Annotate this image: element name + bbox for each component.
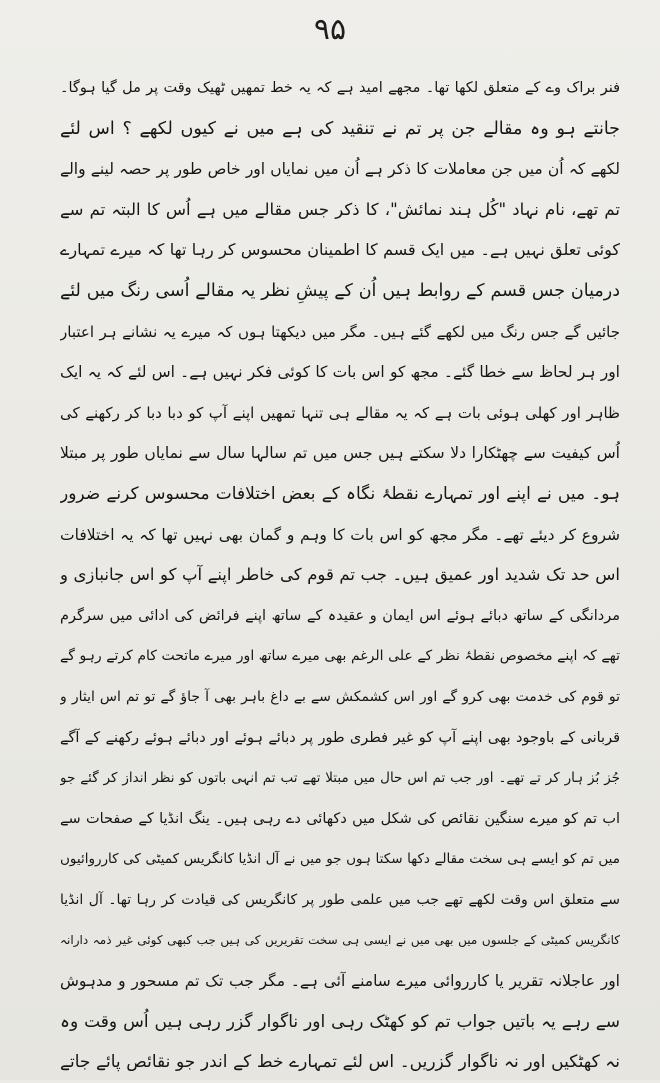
text-line: فنر براک وے کے متعلق لکھا تھا۔ مجھے امید ہے کہ یہ خط تمھیں ٹھیک وقت پر مل گیا ہوگا۔	[60, 80, 620, 96]
text-line: تو قوم کی خدمت بھی کرو گے اور اس کشمکش سے بے داغ باہر بھی آ جاؤ گے تو تم اس ایثار و	[60, 688, 620, 705]
text-line: اُس کیفیت سے چھٹکارا دلا سکتے ہیں جس میں تم سالہا سال سے نمایاں طور پر مبتلا	[60, 444, 620, 463]
text-line: درمیان جس قسم کے روابط ہیں اُن کے پیشِ نظر یہ مقالے اُسی رنگ میں لئے	[60, 280, 620, 301]
text-line: مردانگی کے ساتھ دبائے ہوئے اس ایمان و عقیدہ کے ساتھ اپنے فرائض کی ادائی میں سرگرم	[60, 607, 620, 624]
text-line: سے متعلق اس وقت لکھے تھے جب میں علمی طور پر کانگریس کی قیادت کر رہا تھا۔ آل انڈیا	[60, 891, 620, 908]
text-line: شروع کر دیئے تھے۔ مگر مجھ کو اس بات کا وہم و گمان بھی نہیں تھا کہ یہ اختلافات	[60, 525, 620, 544]
text-line: ہو۔ میں نے اپنے اور تمہارے نقطۂ نگاہ کے بعض اختلافات محسوس کرنے ضرور	[60, 483, 620, 504]
text-line: جائیں گے جس رنگ میں لکھے گئے ہیں۔ مگر میں دیکھتا ہوں کہ میرے یہ نشانے ہر اعتبار	[60, 322, 620, 341]
text-line: اس حد تک شدید اور عمیق ہیں۔ جب تم قوم کی خاطر اپنے آپ کو اس جانبازی و	[60, 565, 620, 585]
text-line: سے رہے یہ باتیں جواب تم کو کھٹک رہی اور ناگوار گزر رہی ہیں اُس وقت وہ	[60, 1011, 620, 1032]
text-line: کانگریس کمیٹی کے جلسوں میں بھی میں نے ایسی ہی سخت تقریریں کی ہیں جب کبھی کوئی غیر ذمہ دارانہ	[60, 933, 620, 948]
text-line: اب تم کو میرے سنگین نقائص کی شکل میں دکھائی دے رہی ہیں۔ ینگ انڈیا کے صفحات سے	[60, 810, 620, 827]
text-line: نہ کھٹکیں اور نہ ناگوار گزریں۔ اس لئے تمہارے خط کے اندر جو نقائص پائے جاتے	[60, 1052, 620, 1073]
text-line: تھے کہ اپنے مخصوص نقطۂ نظر کے علی الرغم بھی میرے ساتھ اور میرے ماتحت کام کرتے رہو گے	[60, 648, 620, 665]
text-line: اور ہر لحاظ سے خطا گئے۔ مجھ کو اس بات کا کوئی فکر نہیں ہے۔ اس لئے کہ یہ ایک	[60, 363, 620, 382]
text-line: قربانی کے باوجود بھی اپنے آپ کو غیر فطری طور پر دبائے ہوئے اور دبائے ہوئے رکھنے کے آگے	[60, 729, 620, 746]
text-line: جُز بُز ہار کر تے تھے۔ اور جب تم اس حال میں مبتلا تھے تب تم انہی باتوں کو نظر انداز کر گئے جو	[60, 770, 620, 787]
text-line: جانتے ہو وہ مقالے جن پر تم نے تنقید کی ہے میں نے کیوں لکھے ؟ اس لئے	[60, 118, 620, 139]
text-line: کوئی تعلق نہیں ہے۔ میں ایک قسم کا اطمینان محسوس کر رہا تھا کہ میرے تمہارے	[60, 240, 620, 260]
text-line: اور عاجلانہ تقریر یا کارروائی میرے سامنے آئی ہے۔ مگر جب تک تم مسحور و مدہوش	[60, 972, 620, 991]
page-number: ۹۵	[313, 12, 347, 47]
text-line: ظاہر اور کھلی ہوئی بات ہے کہ یہ مقالے ہی تنہا تمھیں اپنے آپ کو دبا دبا کر رکھنے کی	[60, 403, 620, 422]
body-text	[60, 68, 620, 1083]
text-line: تم تھے، نام نہاد "کُل ہند نمائش"، کا ذکر جس مقالے میں ہے اُس کا البتہ تم سے	[60, 199, 620, 219]
text-line: لکھے کہ اُن میں جن معاملات کا ذکر ہے اُن میں نمایاں اور خاص طور پر حصہ لینے والے	[60, 160, 620, 179]
text-line: میں تم کو ایسے ہی سخت مقالے دکھا سکتا ہوں جو میں نے آل انڈیا کانگریس کمیٹی کی کارروائیوں	[60, 851, 620, 868]
